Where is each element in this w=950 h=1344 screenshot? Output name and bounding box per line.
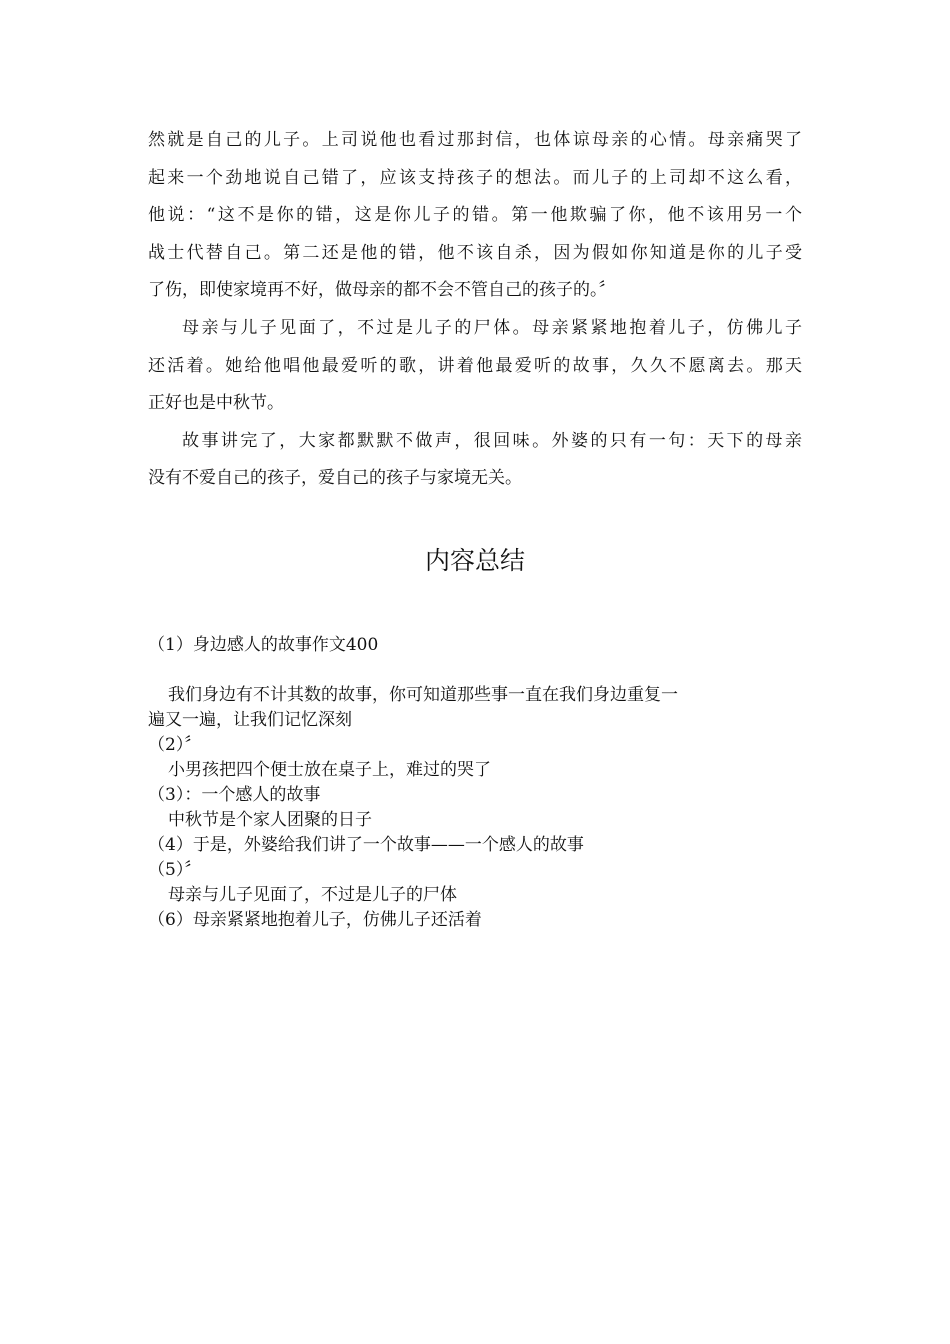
story-body: [148, 122, 802, 498]
summary-item-5-detail: 母亲与儿子见面了，不过是儿子的尸体: [168, 885, 457, 905]
summary-intro-line: 我们身边有不计其数的故事，你可知道那些事一直在我们身边重复一: [168, 685, 678, 705]
summary-item-3: （3）：一个感人的故事: [148, 785, 321, 805]
summary-item-4: （4）于是，外婆给我们讲了一个故事——一个感人的故事: [148, 835, 584, 855]
text-line: 故事讲完了，大家都默默不做声，很回味。外婆的只有一句：天下的母亲: [182, 430, 802, 451]
text-line: 起来一个劲地说自己错了，应该支持孩子的想法。而儿子的上司却不这么看，: [148, 167, 802, 188]
text-line: 然就是自己的儿子。上司说他也看过那封信，也体谅母亲的心情。母亲痛哭了: [148, 130, 802, 150]
summary-item-2-detail: 小男孩把四个便士放在桌子上，难过的哭了: [168, 760, 491, 780]
text-line: 正好也是中秋节。: [148, 393, 284, 414]
text-line: 还活着。她给他唱他最爱听的歌，讲着他最爱听的故事，久久不愿离去。那天: [148, 355, 802, 376]
text-line: 了伤，即使家境再不好，做母亲的都不会不管自己的孩子的。〞: [148, 280, 616, 301]
summary-item-2: （2）〞: [148, 735, 202, 755]
summary-heading: 内容总结: [424, 546, 525, 575]
summary-item-1: （1）身边感人的故事作文400: [148, 635, 379, 655]
summary-spacer: [148, 658, 808, 683]
text-line: 母亲与儿子见面了，不过是儿子的尸体。母亲紧紧地抱着儿子，仿佛儿子: [182, 317, 802, 338]
paragraph-mother-meets-son: [148, 310, 802, 423]
text-line: 战士代替自己。第二还是他的错，他不该自杀，因为假如你知道是你的儿子受: [148, 242, 802, 263]
summary-intro-line: 遍又一遍，让我们记忆深刻: [148, 710, 352, 730]
summary-list: [148, 633, 808, 933]
text-line: 他说：“这不是你的错，这是你儿子的错。第一他欺骗了你，他不该用另一个: [148, 205, 802, 226]
summary-item-5: （5）〞: [148, 860, 202, 880]
paragraph-letter-ending: [148, 122, 802, 310]
summary-item-6: （6）母亲紧紧地抱着儿子，仿佛儿子还活着: [148, 910, 482, 930]
text-line: 没有不爱自己的孩子，爱自己的孩子与家境无关。: [148, 468, 522, 489]
paragraph-story-ending: [148, 423, 802, 498]
summary-item-3-detail: 中秋节是个家人团聚的日子: [168, 810, 372, 830]
